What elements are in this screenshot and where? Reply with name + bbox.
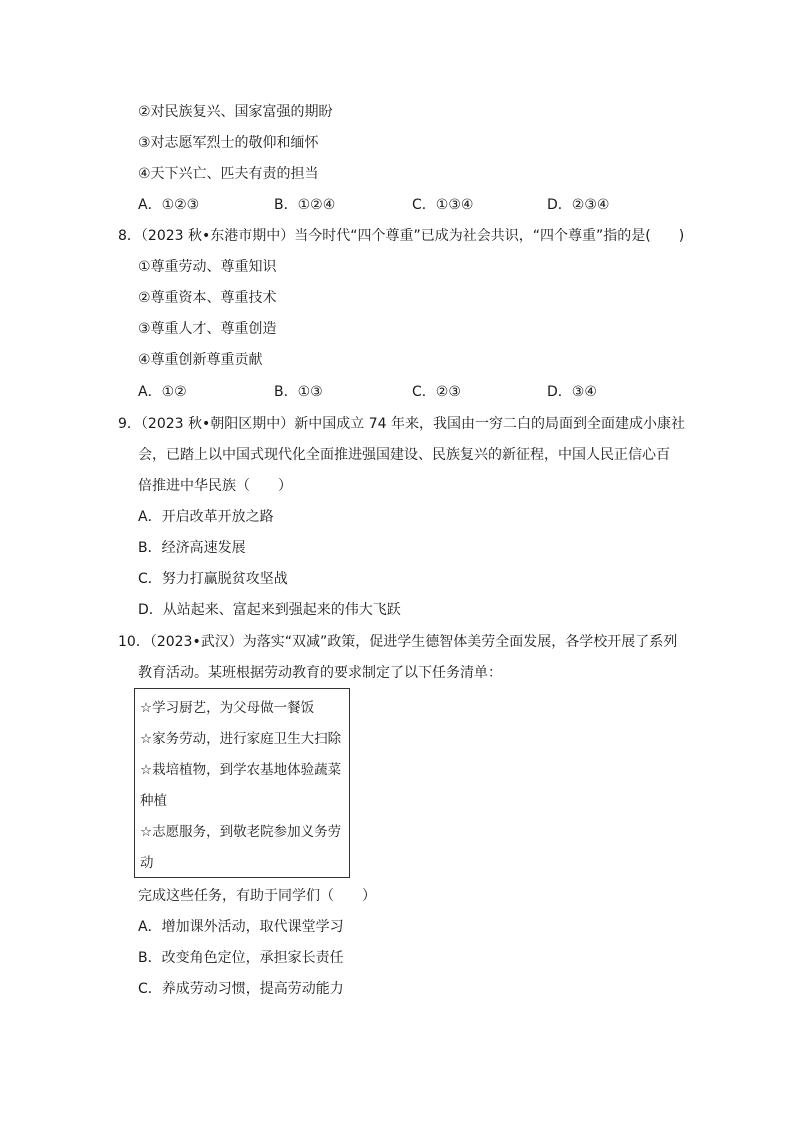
task-list-line-6: 动 xyxy=(140,855,154,871)
q9-option-c: C．努力打赢脱贫攻坚战 xyxy=(138,571,288,587)
task-list-line-4: 种植 xyxy=(140,793,167,809)
q9-option-d: D．从站起来、富起来到强起来的伟大飞跃 xyxy=(138,602,401,618)
q9-option-a: A．开启改革开放之路 xyxy=(138,509,274,525)
q10-option-a: A．增加课外活动，取代课堂学习 xyxy=(138,919,344,935)
q9-option-b: B．经济高速发展 xyxy=(138,540,246,556)
q8-options xyxy=(138,382,738,402)
q8-item-3: ③尊重人才、尊重创造 xyxy=(138,321,277,337)
q8-option-b: B．①③ xyxy=(274,384,323,400)
q10-option-c: C．养成劳动习惯，提高劳动能力 xyxy=(138,981,344,997)
task-list-line-3: ☆栽培植物，到学农基地体验蔬菜 xyxy=(140,762,342,778)
q7-item-4: ④天下兴亡、匹夫有责的担当 xyxy=(138,166,319,182)
q10-stem-line-2: 教育活动。某班根据劳动教育的要求制定了以下任务清单： xyxy=(138,665,502,681)
q8-option-c: C．②③ xyxy=(412,384,461,400)
task-list-line-1: ☆学习厨艺，为父母做一餐饭 xyxy=(140,700,315,716)
q7-options xyxy=(138,195,738,215)
q8-item-4: ④尊重创新尊重贡献 xyxy=(138,352,263,368)
q7-option-c: C．①③④ xyxy=(412,197,474,213)
q7-item-3: ③对志愿军烈士的敬仰和缅怀 xyxy=(138,135,319,151)
q8-option-d: D．③④ xyxy=(547,384,597,400)
q9-stem-line-1: 9．（2023 秋•朝阳区期中）新中国成立 74 年来，我国由一穷二白的局面到全面建成小康社 xyxy=(118,416,685,432)
task-list-line-2: ☆家务劳动，进行家庭卫生大扫除 xyxy=(140,731,342,747)
q8-stem: 8．（2023 秋•东港市期中）当今时代“四个尊重”已成为社会共识，“四个尊重”指的是( ) xyxy=(118,228,685,244)
q10-question: 完成这些任务，有助于同学们（ ） xyxy=(138,888,376,904)
task-list-box xyxy=(134,688,350,878)
q7-option-d: D．②③④ xyxy=(547,197,610,213)
q7-option-b: B．①②④ xyxy=(274,197,336,213)
q10-option-b: B．改变角色定位，承担家长责任 xyxy=(138,950,344,966)
q8-option-a: A．①② xyxy=(138,384,187,400)
q8-item-2: ②尊重资本、尊重技术 xyxy=(138,290,277,306)
task-list-line-5: ☆志愿服务，到敬老院参加义务劳 xyxy=(140,824,342,840)
q8-item-1: ①尊重劳动、尊重知识 xyxy=(138,259,277,275)
q10-stem-line-1: 10．（2023•武汉）为落实“双减”政策，促进学生德智体美劳全面发展，各学校开展了系列 xyxy=(118,634,678,650)
q9-stem-line-2: 会，已踏上以中国式现代化全面推进强国建设、民族复兴的新征程，中国人民正信心百 xyxy=(138,447,670,463)
q7-item-2: ②对民族复兴、国家富强的期盼 xyxy=(138,104,333,120)
q9-stem-line-3: 倍推进中华民族（ ） xyxy=(138,478,292,494)
q7-option-a: A．①②③ xyxy=(138,197,200,213)
